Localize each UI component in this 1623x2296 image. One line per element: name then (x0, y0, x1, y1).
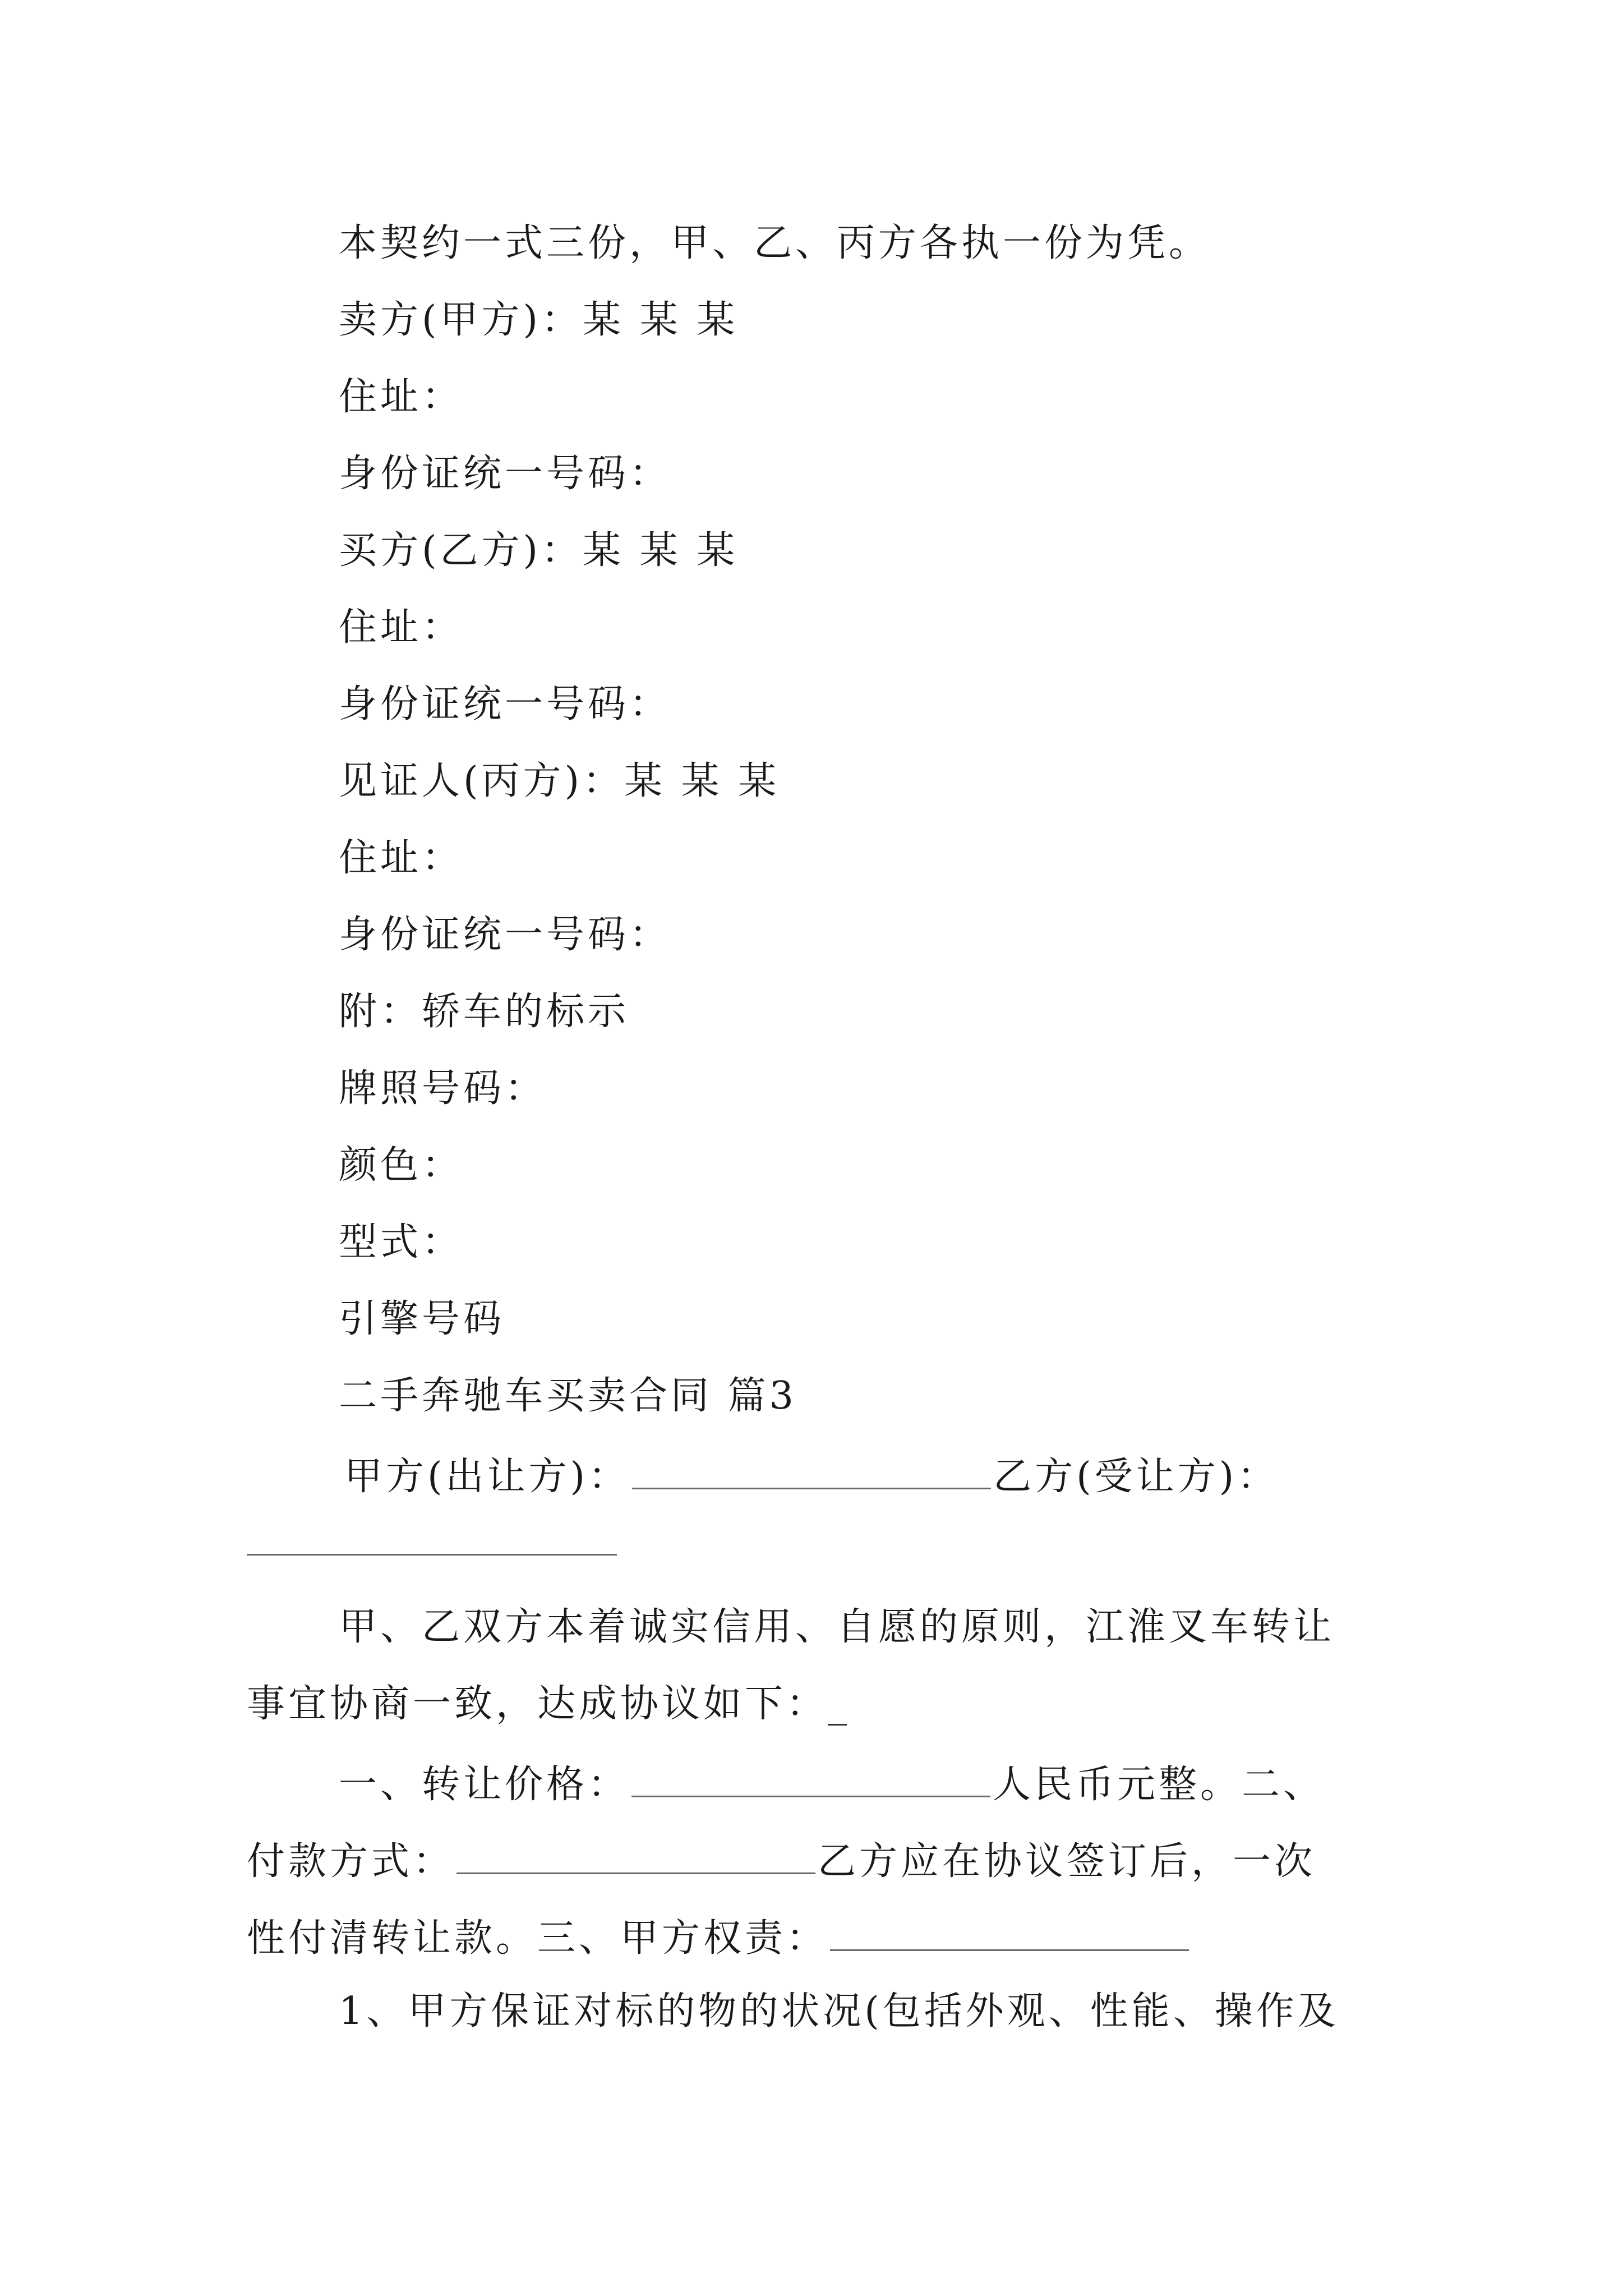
section-title: 二手奔驰车买卖合同 篇3 (339, 1374, 797, 1418)
buyer-id-label: 身份证统一号码： (339, 682, 671, 726)
model-label: 型式： (339, 1220, 464, 1264)
seller-id-label: 身份证统一号码： (339, 452, 671, 496)
payment-line (247, 1839, 1316, 1884)
transferee-blank (247, 1554, 617, 1556)
plate-number-label: 牌照号码： (339, 1066, 547, 1111)
paragraph-copies: 本契约一式三份，甲、乙、丙方各执一份为凭。 (339, 221, 1211, 265)
transferor-blank (632, 1454, 991, 1489)
rights-blank (830, 1916, 1189, 1951)
price-line (339, 1762, 1325, 1807)
payment-blank (457, 1839, 815, 1874)
agreement-intro-2: 事宜协商一致，达成协议如下：_ (247, 1682, 851, 1726)
price-label: 一、转让价格： (339, 1763, 630, 1807)
rights-label: 性付清转让款。三、甲方权责： (247, 1916, 828, 1961)
transferee-label: 乙方(受让方)： (993, 1455, 1279, 1499)
attachment-heading: 附：轿车的标示 (339, 990, 630, 1034)
buyer-address-label: 住址： (339, 605, 464, 650)
engine-number-label: 引擎号码 (339, 1297, 505, 1341)
transferor-line (344, 1454, 1279, 1499)
seller-address-label: 住址： (339, 375, 464, 419)
rights-line (247, 1916, 1191, 1961)
buyer-label: 买方(乙方)：某 某 某 (339, 528, 739, 573)
clause-1: 1、甲方保证对标的物的状况(包括外观、性能、操作及 (339, 1989, 1339, 2033)
payment-tail: 乙方应在协议签订后，一次 (818, 1839, 1316, 1884)
color-label: 颜色： (339, 1143, 464, 1188)
transferor-label: 甲方(出让方)： (344, 1455, 630, 1499)
witness-address-label: 住址： (339, 836, 464, 880)
payment-label: 付款方式： (247, 1839, 455, 1884)
witness-id-label: 身份证统一号码： (339, 913, 671, 957)
agreement-intro-1: 甲、乙双方本着诚实信用、自愿的原则，江淮叉车转让 (339, 1605, 1335, 1649)
price-tail: 人民币元整。二、 (993, 1763, 1325, 1807)
price-blank (631, 1762, 990, 1797)
witness-label: 见证人(丙方)：某 某 某 (339, 759, 780, 803)
seller-label: 卖方(甲方)：某 某 某 (339, 298, 739, 342)
